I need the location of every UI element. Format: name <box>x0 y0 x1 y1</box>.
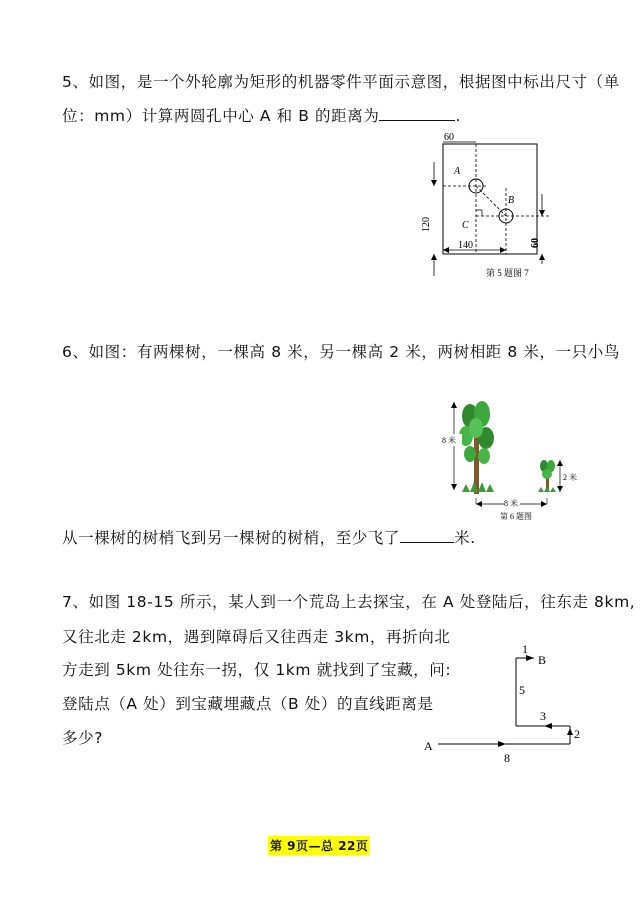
q7-line4: 登陆点（A 处）到宝藏埋藏点（B 处）的直线距离是 <box>62 695 434 713</box>
q6-line1: 6、如图：有两棵树，一棵高 8 米，另一棵高 2 米，两树相距 8 米，一只小鸟 <box>62 343 621 361</box>
q7-label-5: 5 <box>519 683 525 697</box>
q6-short-tree <box>538 460 556 492</box>
q7-label-8: 8 <box>504 751 510 765</box>
q7-figure <box>420 636 590 776</box>
q7-line1: 7、如图 18-15 所示，某人到一个荒岛上去探宝，在 A 处登陆后，往东走 8km, <box>62 593 636 611</box>
q7-label-b: B <box>538 653 547 667</box>
q7-line3: 方走到 5km 处往东一拐，仅 1km 就找到了宝藏，问: <box>62 661 452 679</box>
q5-part-outline <box>443 144 537 254</box>
q7-label-3: 3 <box>540 709 546 723</box>
q5-dim-left: 120 <box>421 217 432 232</box>
q6-label-tall: 8 米 <box>442 436 456 445</box>
q6-caption: 第 6 题图 <box>500 512 532 521</box>
q6-line2-end: 米. <box>454 529 476 547</box>
q5-label-a: A <box>454 166 461 177</box>
q5-line1: 5、如图，是一个外轮廓为矩形的机器零件平面示意图，根据图中标出尺寸（单 <box>62 73 620 91</box>
q7-label-1: 1 <box>522 642 528 656</box>
q6-label-distance: 8 米 <box>504 499 518 508</box>
q5-caption: 第 5 题图 7 <box>486 268 529 278</box>
q5-dim-right: 60 <box>530 238 541 248</box>
q6-figure <box>440 396 590 526</box>
q5-dim-bottom: 140 <box>458 240 473 251</box>
q7-label-a: A <box>424 739 433 753</box>
q7-line2: 又往北走 2km，遇到障碍后又往西走 3km，再折向北 <box>62 628 451 646</box>
q7-label-2: 2 <box>574 727 580 741</box>
q5-figure <box>418 128 558 288</box>
q6-line2 <box>62 526 476 548</box>
q5-label-c: C <box>462 220 469 231</box>
q6-line2-text: 从一棵树的树梢飞到另一棵树的树梢，至少飞了 <box>62 529 401 547</box>
q7-line5: 多少? <box>62 729 104 747</box>
q6-answer-blank[interactable] <box>400 528 454 543</box>
q5-dim-top: 60 <box>444 132 454 143</box>
q6-tall-tree <box>459 401 494 494</box>
q5-answer-blank[interactable] <box>379 106 455 121</box>
q5-line2-text: 位：mm）计算两圆孔中心 A 和 B 的距离为 <box>62 107 380 125</box>
q6-label-short: 2 米 <box>563 473 577 482</box>
q5-line2 <box>62 104 461 126</box>
page-footer: 第 9页—总 22页 <box>268 836 370 855</box>
q5-line2-end: . <box>455 107 461 125</box>
q5-label-b: B <box>508 195 515 206</box>
